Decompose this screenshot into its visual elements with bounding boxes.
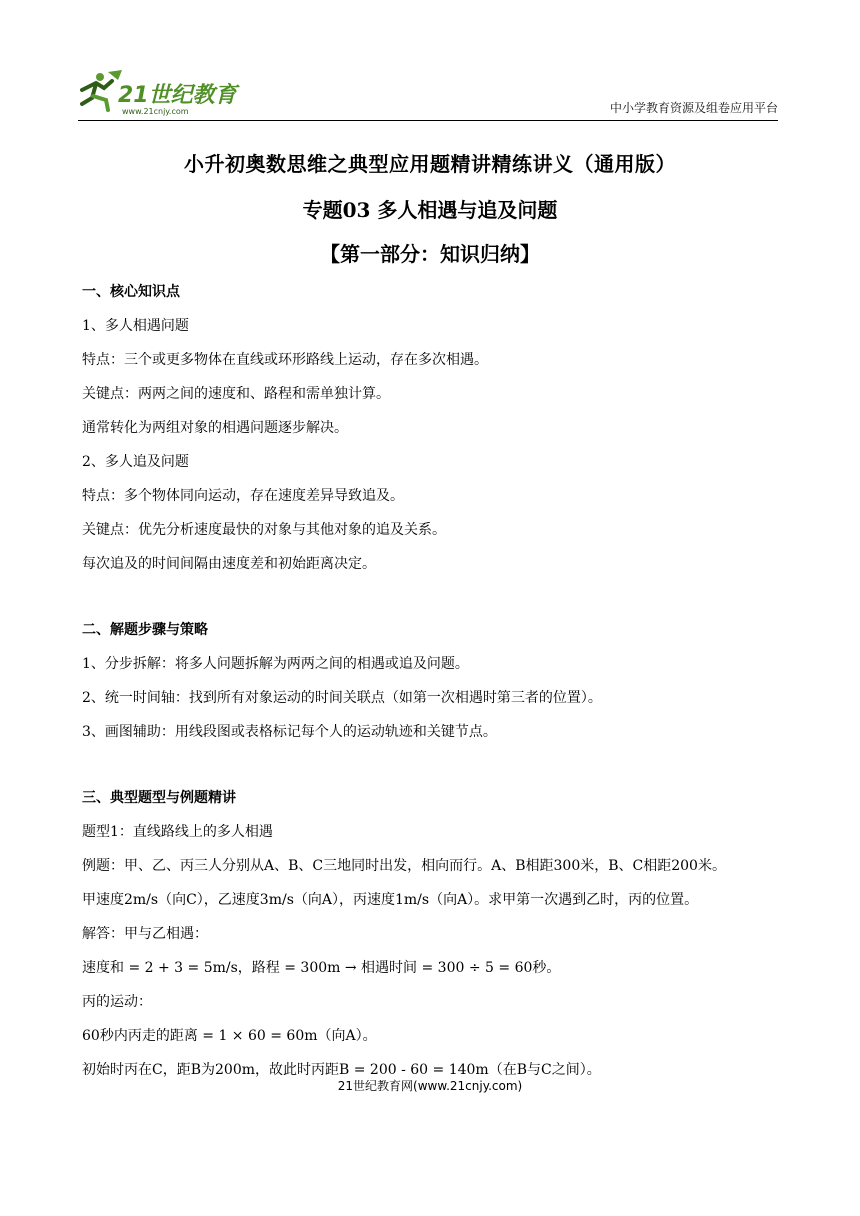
logo [78,68,248,116]
part-title: 【第一部分：知识归纳】 [320,242,540,266]
text-line: 通常转化为两组对象的相遇问题逐步解决。 [82,420,348,436]
logo-text: 21世纪教育 [118,83,237,108]
text-line: 1、分步拆解：将多人问题拆解为两两之间的相遇或追及问题。 [82,656,469,672]
text-line: 丙的运动： [82,994,152,1010]
text-line: 关键点：优先分析速度最快的对象与其他对象的追及关系。 [82,522,446,538]
text-line: 速度和 = 2 + 3 = 5m/s，路程 = 300m → 相遇时间 = 300 ÷ 5 = 60秒。 [82,960,561,976]
text-line: 1、多人相遇问题 [82,318,189,334]
header-divider [78,120,778,121]
text-line: 初始时丙在C，距B为200m，故此时丙距B = 200 - 60 = 140m（在B与C之间）。 [82,1062,601,1078]
text-line: 题型1：直线路线上的多人相遇 [82,824,273,840]
main-title: 小升初奥数思维之典型应用题精讲精练讲义（通用版） [184,152,676,176]
spacer [82,588,782,620]
spacer [82,756,782,788]
topic-title: 专题03 多人相遇与追及问题 [302,198,558,222]
text-line: 特点：多个物体同向运动，存在速度差异导致追及。 [82,488,404,504]
section-heading: 一、核心知识点 [82,284,180,300]
text-line: 2、多人追及问题 [82,454,189,470]
text-line: 甲速度2m/s（向C），乙速度3m/s（向A），丙速度1m/s（向A）。求甲第一次遇到乙时，丙的位置。 [82,892,699,908]
section-heading: 二、解题步骤与策略 [82,622,208,638]
text-line: 关键点：两两之间的速度和、路程和需单独计算。 [82,386,390,402]
page-header [78,68,778,118]
text-line: 特点：三个或更多物体在直线或环形路线上运动，存在多次相遇。 [82,352,488,368]
section-heading: 三、典型题型与例题精讲 [82,790,236,806]
document-body [82,282,782,1094]
text-line: 3、画图辅助：用线段图或表格标记每个人的运动轨迹和关键节点。 [82,724,497,740]
platform-label: 中小学教育资源及组卷应用平台 [609,101,778,115]
runner-icon [82,70,122,110]
page-footer: 21世纪教育网(www.21cnjy.com) [337,1079,523,1093]
text-line: 60秒内丙走的距离 = 1 × 60 = 60m（向A）。 [82,1028,377,1044]
logo-url: www.21cnjy.com [122,107,189,116]
text-line: 每次追及的时间间隔由速度差和初始距离决定。 [82,556,376,572]
text-line: 2、统一时间轴：找到所有对象运动的时间关联点（如第一次相遇时第三者的位置）。 [82,690,602,706]
text-line: 解答：甲与乙相遇： [82,926,208,942]
text-line: 例题：甲、乙、丙三人分别从A、B、C三地同时出发，相向而行。A、B相距300米，B、C相距200米。 [82,858,726,874]
